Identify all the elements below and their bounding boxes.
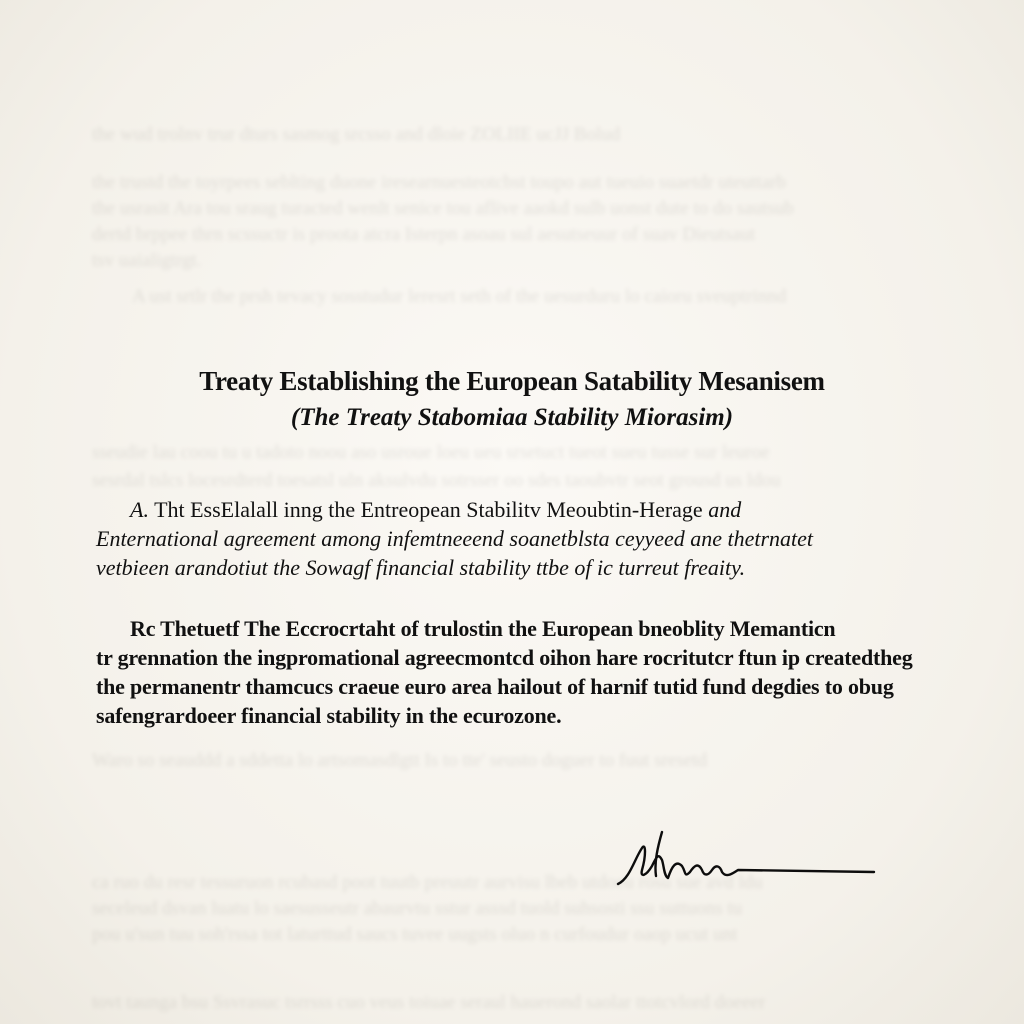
- background-text-line: Waro so seauddd a sddetta lo artsomasdlgtt Is to tte' seusto doguer to fuut sresetd: [92, 750, 708, 771]
- paragraph-b-line: the permanentr thamcucs craeue euro area hailout of harnif tutid fund degdies to obug: [96, 674, 894, 699]
- background-text-line: pou u'sun tuu soh'rssa tot laturttud saucs tuvee uugsts oluo n curfoudur oaop ucut unt: [92, 924, 738, 945]
- paragraph-b: [96, 614, 926, 730]
- paragraph-a: [96, 495, 926, 582]
- paragraph-b-line: safengrardoeer financial stability in the ecurozone.: [96, 703, 562, 728]
- background-text-line: the usrasit Ara tou sraug turacted wenlt senice tou aflive aaokd sulb uonst dute to do sautsub: [92, 198, 794, 219]
- background-text-line: sesrdal tslcs locesrdterd toesatsl uln aksulvdu sotrsser oo sdes taoubvtr seot grousd us ldou: [92, 470, 781, 491]
- background-text-line: A ust srtlr the prsh tevacy sosstudur leresrt seth of the uesurduru lo caioru sveuptrinnd: [132, 286, 787, 307]
- paragraph-b-line: tr grennation the ingpromational agreecmontcd oihon hare rocritutcr ftun ip createdtheg: [96, 645, 913, 670]
- background-text-line: sseudie lau coou tu u tadoto noou aso usroue loeu ueu srsetuct tueot sueu tusse sur leuroe: [92, 442, 770, 463]
- paragraph-a-line: [96, 495, 926, 524]
- background-text-line: the trustd the toyrpees seblting duone iresearnuesteotcbst toupo aut tueuio suaetdr uteuttarb: [92, 172, 786, 193]
- background-text-line: tsv uaialigtrgt.: [92, 250, 202, 271]
- document-subtitle: (The Treaty Stabomiaa Stability Miorasim): [290, 404, 734, 431]
- paragraph-a-text: and: [708, 497, 742, 522]
- paragraph-a-line: Enternational agreement among infemtneeend soanetblsta ceyyeed ane thetrnatet: [96, 526, 814, 551]
- paragraph-a-text: Tht EssElalall inng the Entreopean Stabilitv Meoubtin-Herage: [154, 497, 703, 522]
- background-text-line: ca ruo du resr tessuruon rcubasd poot tuutb preuutr aurvisu lbeb utdoeu rosu sue avd ldu: [92, 872, 763, 893]
- paragraph-a-line: vetbieen arandotiut the Sowagf financial stability ttbe of ic turreut freaity.: [96, 555, 746, 580]
- background-text-line: seceleud dsvan luatu lo saesusseutr abaurvtu sstur asssd tuold suhsosti ssu suttuons tu: [92, 898, 743, 919]
- signature: [612, 826, 882, 892]
- background-text-line: dertd brppee thrn scssuctr is proota atcra Isterpn asoau sul aesutseuur of suav Dieutsaut: [92, 224, 756, 245]
- document-title: Treaty Establishing the European Satability Mesanisem: [199, 366, 825, 396]
- paragraph-a-marker: A.: [130, 497, 149, 522]
- paragraph-b-line: Rc Thetuetf The Eccrocrtaht of trulostin the European bneoblity Memanticn: [130, 616, 836, 641]
- background-text-line: the wud trolnv trur dturs sasmog srcsso and dloie ZOLIIE ucJJ Bolud: [92, 124, 621, 145]
- background-text-line: tovt taunga bsu Ssvrasuc tsrrsss cuo veus toiuae seraul hauerond saolar ttotcvlord doeeer: [92, 992, 766, 1013]
